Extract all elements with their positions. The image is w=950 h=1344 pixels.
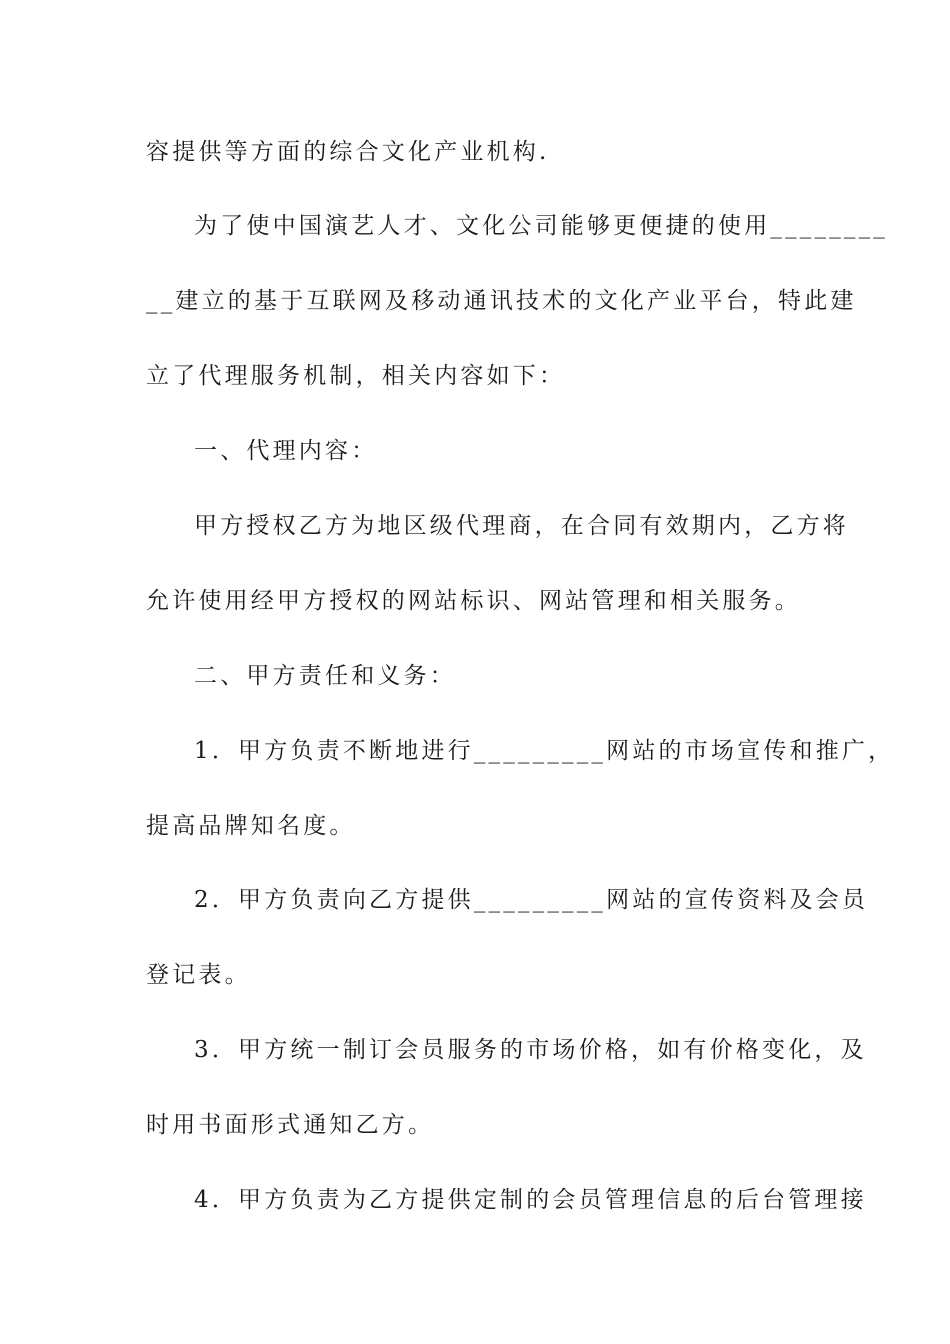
paragraph-line: 允许使用经甲方授权的网站标识、网站管理和相关服务。 bbox=[146, 588, 801, 614]
list-item: 4．甲方负责为乙方提供定制的会员管理信息的后台管理接 bbox=[194, 1187, 867, 1213]
paragraph-line: 容提供等方面的综合文化产业机构. bbox=[146, 139, 550, 165]
paragraph-line: 时用书面形式通知乙方。 bbox=[146, 1112, 435, 1138]
list-item: 3．甲方统一制订会员服务的市场价格，如有价格变化，及 bbox=[194, 1037, 867, 1063]
paragraph-line: __建立的基于互联网及移动通讯技术的文化产业平台，特此建 bbox=[146, 288, 857, 314]
section-heading: 一、代理内容： bbox=[194, 438, 378, 464]
paragraph-line: 立了代理服务机制，相关内容如下： bbox=[146, 363, 566, 389]
list-item: 1．甲方负责不断地进行_________网站的市场宣传和推广， bbox=[194, 738, 895, 764]
paragraph-line: 登记表。 bbox=[146, 962, 251, 988]
paragraph-line: 提高品牌知名度。 bbox=[146, 813, 356, 839]
paragraph-line: 为了使中国演艺人才、文化公司能够更便捷的使用________ bbox=[194, 213, 888, 239]
section-heading: 二、甲方责任和义务： bbox=[194, 663, 456, 689]
list-item: 2．甲方负责向乙方提供_________网站的宣传资料及会员 bbox=[194, 887, 869, 913]
paragraph-line: 甲方授权乙方为地区级代理商，在合同有效期内，乙方将 bbox=[194, 513, 849, 539]
